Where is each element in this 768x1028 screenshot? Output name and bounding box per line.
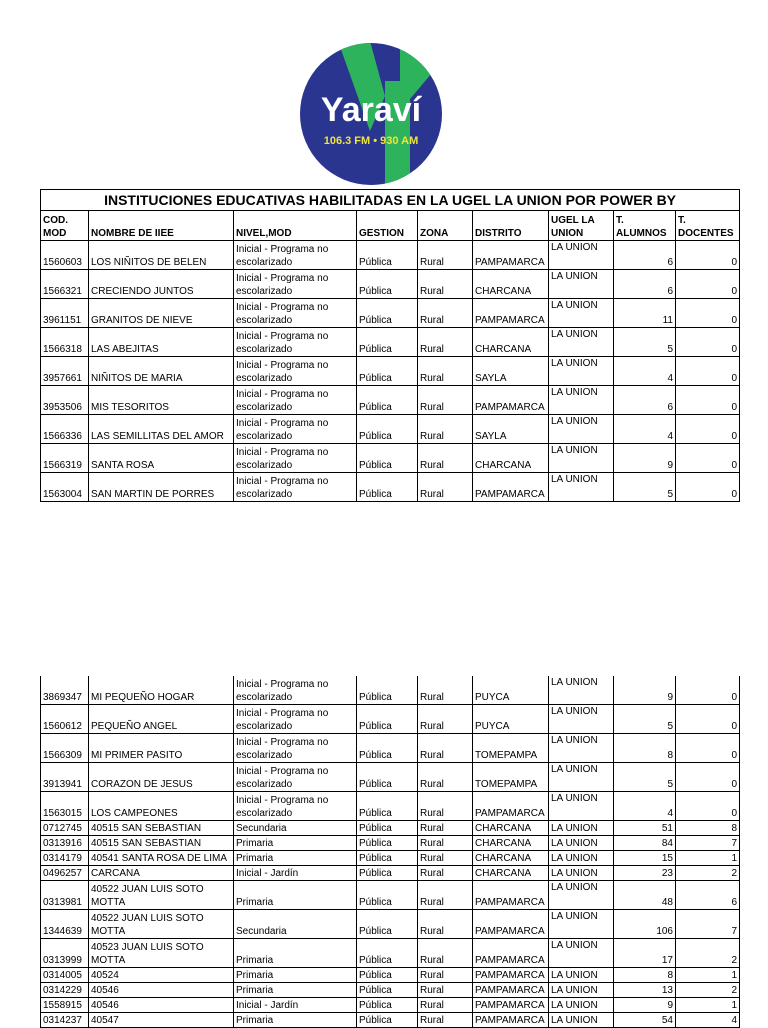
- cell-gestion: Pública: [357, 881, 418, 910]
- cell-zona: Rural: [418, 881, 473, 910]
- cell-cod: 1566321: [41, 270, 89, 299]
- cell-docentes: 7: [676, 910, 740, 939]
- cell-gestion: Pública: [357, 910, 418, 939]
- table-row: [41, 270, 740, 299]
- cell-nivel: Inicial - Jardín: [234, 866, 357, 881]
- cell-nivel: Primaria: [234, 939, 357, 968]
- cell-gestion: Pública: [357, 386, 418, 415]
- table-row: [41, 792, 740, 821]
- cell-ugel: LA UNION: [549, 386, 614, 415]
- cell-ugel: LA UNION: [549, 763, 614, 792]
- table-row: [41, 983, 740, 998]
- cell-alumnos: 4: [614, 792, 676, 821]
- table-row: [41, 968, 740, 983]
- cell-distrito: CHARCANA: [473, 851, 549, 866]
- cell-nombre: 40523 JUAN LUIS SOTO MOTTA: [89, 939, 234, 968]
- cell-nivel: Inicial - Programa no escolarizado: [234, 473, 357, 502]
- cell-cod: 1566309: [41, 734, 89, 763]
- cell-alumnos: 15: [614, 851, 676, 866]
- cell-nombre: 40546: [89, 983, 234, 998]
- cell-distrito: PAMPAMARCA: [473, 939, 549, 968]
- cell-nivel: Inicial - Programa no escolarizado: [234, 299, 357, 328]
- cell-nombre: CRECIENDO JUNTOS: [89, 270, 234, 299]
- cell-docentes: 0: [676, 386, 740, 415]
- table-row: [41, 705, 740, 734]
- table-row: [41, 821, 740, 836]
- cell-nombre: LOS NIÑITOS DE BELEN: [89, 241, 234, 270]
- cell-gestion: Pública: [357, 836, 418, 851]
- cell-nivel: Primaria: [234, 881, 357, 910]
- cell-distrito: SAYLA: [473, 415, 549, 444]
- cell-distrito: PAMPAMARCA: [473, 910, 549, 939]
- cell-nombre: SAN MARTIN DE PORRES: [89, 473, 234, 502]
- cell-alumnos: 11: [614, 299, 676, 328]
- table-row: [41, 1013, 740, 1028]
- cell-nombre: 40524: [89, 968, 234, 983]
- cell-gestion: Pública: [357, 1013, 418, 1028]
- cell-distrito: CHARCANA: [473, 866, 549, 881]
- cell-nivel: Inicial - Jardín: [234, 998, 357, 1013]
- cell-alumnos: 6: [614, 270, 676, 299]
- header-alumnos: T. ALUMNOS: [614, 211, 676, 241]
- cell-cod: 3961151: [41, 299, 89, 328]
- cell-cod: 0313999: [41, 939, 89, 968]
- table-row: [41, 866, 740, 881]
- cell-nombre: GRANITOS DE NIEVE: [89, 299, 234, 328]
- cell-ugel: LA UNION: [549, 415, 614, 444]
- header-gestion: GESTION: [357, 211, 418, 241]
- cell-cod: 1558915: [41, 998, 89, 1013]
- cell-gestion: Pública: [357, 676, 418, 705]
- cell-alumnos: 5: [614, 705, 676, 734]
- table-row: [41, 444, 740, 473]
- cell-nombre: LOS CAMPEONES: [89, 792, 234, 821]
- cell-distrito: PUYCA: [473, 705, 549, 734]
- cell-nivel: Inicial - Programa no escolarizado: [234, 415, 357, 444]
- cell-alumnos: 6: [614, 241, 676, 270]
- header-distrito: DISTRITO: [473, 211, 549, 241]
- table-row: [41, 763, 740, 792]
- cell-docentes: 0: [676, 734, 740, 763]
- cell-nivel: Inicial - Programa no escolarizado: [234, 241, 357, 270]
- cell-zona: Rural: [418, 415, 473, 444]
- cell-distrito: PAMPAMARCA: [473, 881, 549, 910]
- cell-nivel: Inicial - Programa no escolarizado: [234, 734, 357, 763]
- cell-gestion: Pública: [357, 328, 418, 357]
- header-docentes: T. DOCENTES: [676, 211, 740, 241]
- cell-nivel: Primaria: [234, 983, 357, 998]
- table-row: [41, 676, 740, 705]
- cell-nivel: Inicial - Programa no escolarizado: [234, 357, 357, 386]
- cell-zona: Rural: [418, 910, 473, 939]
- cell-docentes: 4: [676, 1013, 740, 1028]
- cell-alumnos: 9: [614, 444, 676, 473]
- header-nombre: NOMBRE DE IIEE: [89, 211, 234, 241]
- cell-nombre: 40541 SANTA ROSA DE LIMA: [89, 851, 234, 866]
- header-zona: ZONA: [418, 211, 473, 241]
- cell-zona: Rural: [418, 241, 473, 270]
- cell-distrito: PAMPAMARCA: [473, 1013, 549, 1028]
- cell-nombre: 40547: [89, 1013, 234, 1028]
- table-row: [41, 836, 740, 851]
- cell-gestion: Pública: [357, 241, 418, 270]
- cell-cod: 3869347: [41, 676, 89, 705]
- cell-zona: Rural: [418, 676, 473, 705]
- table-row: [41, 881, 740, 910]
- table-title: INSTITUCIONES EDUCATIVAS HABILITADAS EN LA UGEL LA UNION POR POWER BY: [41, 190, 740, 211]
- cell-nivel: Inicial - Programa no escolarizado: [234, 386, 357, 415]
- cell-distrito: PAMPAMARCA: [473, 299, 549, 328]
- cell-gestion: Pública: [357, 299, 418, 328]
- cell-ugel: LA UNION: [549, 881, 614, 910]
- cell-ugel: LA UNION: [549, 998, 614, 1013]
- cell-distrito: PAMPAMARCA: [473, 792, 549, 821]
- cell-cod: 1566336: [41, 415, 89, 444]
- cell-zona: Rural: [418, 763, 473, 792]
- cell-docentes: 2: [676, 939, 740, 968]
- cell-zona: Rural: [418, 386, 473, 415]
- cell-distrito: PAMPAMARCA: [473, 968, 549, 983]
- cell-gestion: Pública: [357, 851, 418, 866]
- cell-ugel: LA UNION: [549, 705, 614, 734]
- cell-nombre: CORAZON DE JESUS: [89, 763, 234, 792]
- cell-ugel: LA UNION: [549, 299, 614, 328]
- cell-cod: 3953506: [41, 386, 89, 415]
- cell-cod: 1560603: [41, 241, 89, 270]
- cell-nivel: Primaria: [234, 836, 357, 851]
- cell-alumnos: 9: [614, 676, 676, 705]
- cell-docentes: 0: [676, 792, 740, 821]
- cell-ugel: LA UNION: [549, 734, 614, 763]
- table-row: [41, 415, 740, 444]
- cell-alumnos: 54: [614, 1013, 676, 1028]
- cell-docentes: 0: [676, 241, 740, 270]
- cell-docentes: 6: [676, 881, 740, 910]
- cell-zona: Rural: [418, 792, 473, 821]
- cell-ugel: LA UNION: [549, 270, 614, 299]
- cell-nivel: Secundaria: [234, 910, 357, 939]
- cell-nombre: CARCANA: [89, 866, 234, 881]
- cell-cod: 0314179: [41, 851, 89, 866]
- cell-ugel: LA UNION: [549, 357, 614, 386]
- cell-gestion: Pública: [357, 939, 418, 968]
- cell-zona: Rural: [418, 444, 473, 473]
- schools-table-1: [40, 189, 740, 502]
- cell-docentes: 0: [676, 328, 740, 357]
- cell-zona: Rural: [418, 734, 473, 763]
- cell-gestion: Pública: [357, 415, 418, 444]
- cell-cod: 1563004: [41, 473, 89, 502]
- cell-distrito: TOMEPAMPA: [473, 763, 549, 792]
- cell-nivel: Inicial - Programa no escolarizado: [234, 705, 357, 734]
- cell-ugel: LA UNION: [549, 676, 614, 705]
- cell-ugel: LA UNION: [549, 983, 614, 998]
- cell-cod: 1563015: [41, 792, 89, 821]
- cell-docentes: 1: [676, 851, 740, 866]
- cell-distrito: PAMPAMARCA: [473, 241, 549, 270]
- cell-gestion: Pública: [357, 998, 418, 1013]
- cell-distrito: TOMEPAMPA: [473, 734, 549, 763]
- cell-gestion: Pública: [357, 473, 418, 502]
- cell-docentes: 8: [676, 821, 740, 836]
- cell-docentes: 2: [676, 866, 740, 881]
- cell-alumnos: 48: [614, 881, 676, 910]
- cell-zona: Rural: [418, 299, 473, 328]
- cell-gestion: Pública: [357, 866, 418, 881]
- cell-nombre: 40515 SAN SEBASTIAN: [89, 836, 234, 851]
- cell-nombre: MIS TESORITOS: [89, 386, 234, 415]
- cell-gestion: Pública: [357, 821, 418, 836]
- cell-gestion: Pública: [357, 270, 418, 299]
- cell-gestion: Pública: [357, 968, 418, 983]
- cell-nivel: Inicial - Programa no escolarizado: [234, 763, 357, 792]
- cell-nivel: Inicial - Programa no escolarizado: [234, 328, 357, 357]
- cell-zona: Rural: [418, 968, 473, 983]
- cell-nombre: MI PRIMER PASITO: [89, 734, 234, 763]
- cell-cod: 1344639: [41, 910, 89, 939]
- cell-alumnos: 13: [614, 983, 676, 998]
- cell-nivel: Primaria: [234, 1013, 357, 1028]
- cell-docentes: 0: [676, 705, 740, 734]
- cell-docentes: 7: [676, 836, 740, 851]
- cell-docentes: 1: [676, 968, 740, 983]
- cell-ugel: LA UNION: [549, 1013, 614, 1028]
- cell-ugel: LA UNION: [549, 821, 614, 836]
- header-nivel: NIVEL,MOD: [234, 211, 357, 241]
- cell-distrito: PAMPAMARCA: [473, 473, 549, 502]
- cell-distrito: SAYLA: [473, 357, 549, 386]
- cell-nombre: NIÑITOS DE MARIA: [89, 357, 234, 386]
- cell-docentes: 2: [676, 983, 740, 998]
- cell-docentes: 0: [676, 676, 740, 705]
- cell-nivel: Inicial - Programa no escolarizado: [234, 676, 357, 705]
- cell-cod: 1566319: [41, 444, 89, 473]
- cell-nombre: SANTA ROSA: [89, 444, 234, 473]
- cell-gestion: Pública: [357, 983, 418, 998]
- cell-nombre: 40522 JUAN LUIS SOTO MOTTA: [89, 910, 234, 939]
- logo-wordmark: Yaraví: [320, 91, 422, 129]
- cell-ugel: LA UNION: [549, 968, 614, 983]
- cell-docentes: 0: [676, 473, 740, 502]
- cell-alumnos: 51: [614, 821, 676, 836]
- cell-docentes: 0: [676, 270, 740, 299]
- cell-nombre: 40522 JUAN LUIS SOTO MOTTA: [89, 881, 234, 910]
- cell-ugel: LA UNION: [549, 939, 614, 968]
- cell-zona: Rural: [418, 998, 473, 1013]
- cell-nombre: PEQUEÑO ANGEL: [89, 705, 234, 734]
- cell-cod: 0712745: [41, 821, 89, 836]
- table-row: [41, 473, 740, 502]
- cell-docentes: 0: [676, 299, 740, 328]
- cell-gestion: Pública: [357, 444, 418, 473]
- cell-docentes: 0: [676, 415, 740, 444]
- schools-table-2: [40, 676, 740, 1028]
- cell-gestion: Pública: [357, 763, 418, 792]
- header-ugel: UGEL LA UNION: [549, 211, 614, 241]
- cell-ugel: LA UNION: [549, 866, 614, 881]
- cell-nivel: Primaria: [234, 851, 357, 866]
- cell-ugel: LA UNION: [549, 241, 614, 270]
- cell-zona: Rural: [418, 821, 473, 836]
- cell-ugel: LA UNION: [549, 910, 614, 939]
- cell-alumnos: 84: [614, 836, 676, 851]
- table-row: [41, 851, 740, 866]
- cell-nivel: Primaria: [234, 968, 357, 983]
- table-row: [41, 910, 740, 939]
- cell-alumnos: 5: [614, 473, 676, 502]
- cell-cod: 0314237: [41, 1013, 89, 1028]
- cell-zona: Rural: [418, 836, 473, 851]
- cell-distrito: PAMPAMARCA: [473, 386, 549, 415]
- cell-alumnos: 5: [614, 763, 676, 792]
- cell-docentes: 0: [676, 763, 740, 792]
- cell-distrito: CHARCANA: [473, 270, 549, 299]
- cell-zona: Rural: [418, 473, 473, 502]
- cell-nivel: Inicial - Programa no escolarizado: [234, 792, 357, 821]
- yaravi-logo: [300, 41, 442, 187]
- cell-zona: Rural: [418, 866, 473, 881]
- cell-alumnos: 5: [614, 328, 676, 357]
- cell-nivel: Secundaria: [234, 821, 357, 836]
- cell-nivel: Inicial - Programa no escolarizado: [234, 444, 357, 473]
- cell-zona: Rural: [418, 357, 473, 386]
- cell-ugel: LA UNION: [549, 836, 614, 851]
- cell-docentes: 1: [676, 998, 740, 1013]
- table-row: [41, 734, 740, 763]
- header-row: [41, 211, 740, 241]
- cell-nombre: 40515 SAN SEBASTIAN: [89, 821, 234, 836]
- cell-cod: 3913941: [41, 763, 89, 792]
- cell-docentes: 0: [676, 444, 740, 473]
- table-row: [41, 299, 740, 328]
- cell-docentes: 0: [676, 357, 740, 386]
- cell-cod: 0313981: [41, 881, 89, 910]
- cell-zona: Rural: [418, 705, 473, 734]
- cell-ugel: LA UNION: [549, 851, 614, 866]
- cell-distrito: CHARCANA: [473, 836, 549, 851]
- table-row: [41, 328, 740, 357]
- cell-alumnos: 8: [614, 734, 676, 763]
- cell-distrito: CHARCANA: [473, 444, 549, 473]
- table-row: [41, 939, 740, 968]
- cell-nombre: 40546: [89, 998, 234, 1013]
- cell-zona: Rural: [418, 939, 473, 968]
- cell-cod: 1560612: [41, 705, 89, 734]
- cell-zona: Rural: [418, 1013, 473, 1028]
- cell-cod: 0313916: [41, 836, 89, 851]
- cell-distrito: PAMPAMARCA: [473, 998, 549, 1013]
- cell-ugel: LA UNION: [549, 328, 614, 357]
- cell-nombre: LAS SEMILLITAS DEL AMOR: [89, 415, 234, 444]
- table-row: [41, 386, 740, 415]
- cell-nivel: Inicial - Programa no escolarizado: [234, 270, 357, 299]
- cell-alumnos: 8: [614, 968, 676, 983]
- cell-cod: 0496257: [41, 866, 89, 881]
- cell-distrito: CHARCANA: [473, 328, 549, 357]
- cell-ugel: LA UNION: [549, 444, 614, 473]
- cell-nombre: LAS ABEJITAS: [89, 328, 234, 357]
- cell-alumnos: 4: [614, 415, 676, 444]
- cell-zona: Rural: [418, 270, 473, 299]
- cell-ugel: LA UNION: [549, 473, 614, 502]
- cell-gestion: Pública: [357, 705, 418, 734]
- cell-zona: Rural: [418, 851, 473, 866]
- cell-distrito: PAMPAMARCA: [473, 983, 549, 998]
- cell-alumnos: 23: [614, 866, 676, 881]
- cell-cod: 0314229: [41, 983, 89, 998]
- cell-alumnos: 4: [614, 357, 676, 386]
- cell-distrito: CHARCANA: [473, 821, 549, 836]
- cell-alumnos: 106: [614, 910, 676, 939]
- cell-alumnos: 6: [614, 386, 676, 415]
- table-row: [41, 241, 740, 270]
- cell-zona: Rural: [418, 328, 473, 357]
- table-row: [41, 357, 740, 386]
- cell-gestion: Pública: [357, 734, 418, 763]
- cell-gestion: Pública: [357, 357, 418, 386]
- cell-cod: 0314005: [41, 968, 89, 983]
- cell-cod: 1566318: [41, 328, 89, 357]
- logo-frequency: 106.3 FM • 930 AM: [323, 135, 419, 147]
- cell-distrito: PUYCA: [473, 676, 549, 705]
- cell-zona: Rural: [418, 983, 473, 998]
- cell-alumnos: 17: [614, 939, 676, 968]
- cell-cod: 3957661: [41, 357, 89, 386]
- cell-gestion: Pública: [357, 792, 418, 821]
- cell-ugel: LA UNION: [549, 792, 614, 821]
- table-row: [41, 998, 740, 1013]
- header-cod: COD. MOD: [41, 211, 89, 241]
- cell-alumnos: 9: [614, 998, 676, 1013]
- cell-nombre: MI PEQUEÑO HOGAR: [89, 676, 234, 705]
